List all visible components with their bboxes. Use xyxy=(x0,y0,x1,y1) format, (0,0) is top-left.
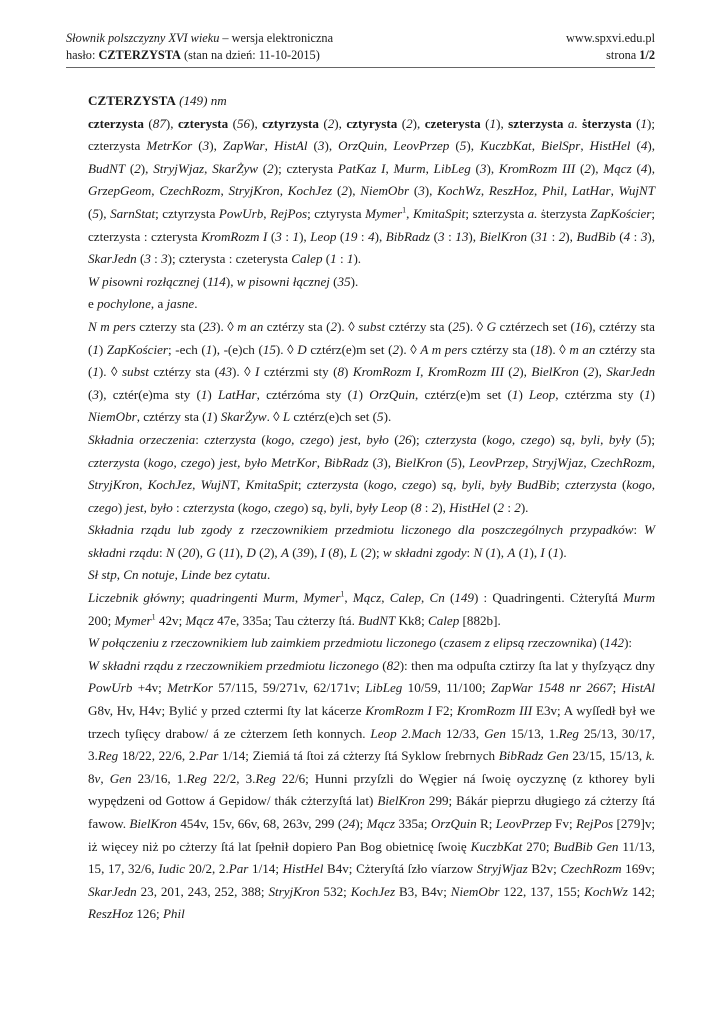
entry-count: (149) xyxy=(175,93,211,108)
page-header xyxy=(66,30,655,68)
header-left-1 xyxy=(66,30,333,47)
paragraph: W składni rządu z rzeczownikiem przedmiotu liczonego (82): then ma odpuſta cztirzy ſta lat y thyſzyącz dny PowUrb +4v; MetrKor 57/115, 59/271v, 62/171v; LibLeg 10/59, 11/100; ZapWar 1548 nr 2667; HistAl G8v, Hv, H4v; Bylić y przed cztermi ſty lat kácerze KromRozm I F2; KromRozm III E3v; A wyſſedł był we trzech tyſięcy drabow/ á ze cżterzem ſeth konnych. Leop 2.Mach 12/33, Gen 15/13, 1.Reg 25/13, 30/17, 3.Reg 18/22, 22/6, 2.Par 1/14; Ziemiá tá ſtoi zá cżterzy ſtá Syklow ſrebrnych BibRadz Gen 23/15, 15/13, k. 8v, Gen 23/16, 1.Reg 22/2, 3.Reg 22/6; Hunni przyſzli do Węgier ná ſwoię oyczyznę (z kthorey byli wypędzeni od Gottow á Gepidow/ thák cżterzyſtá lat) BielKron 299; Bákár pieprzu długiego zá cżterzy ſtá fawow. BielKron 454v, 15v, 66v, 68, 263v, 299 (24); Mącz 335a; OrzQuin R; LeovPrzep Fv; RejPos [279]v; iż więcey niż po cżterzy ſtá lat ſpełnił dopiero Pan Bog obietnicę ſwoię KuczbKat 270; BudBib Gen 11/13, 15, 17, 32/6, Iudic 20/2, 2.Par 1/14; HistHel B4v; Cżteryſtá ſzło víarzow StryjWjaz B2v; CzechRozm 169v; SkarJedn 23, 201, 243, 252, 388; StryjKron 532; KochJez B3, B4v; NiemObr 122, 137, 155; KochWz 142; ReszHoz 126; Phil xyxy=(88,657,656,922)
header-row-2 xyxy=(66,47,655,64)
paragraph: Sł stp, Cn notuje, Linde bez cytatu. xyxy=(88,567,271,583)
dictionary-title: Słownik polszczyzny XVI wieku xyxy=(66,31,220,45)
page-number: 1/2 xyxy=(639,48,655,62)
entry-name: CZTERZYSTA xyxy=(98,48,181,62)
paragraph: e pochylone, a jasne. xyxy=(88,296,198,312)
entry-pos: nm xyxy=(210,93,227,108)
paragraph: Składnia rządu lub zgody z rzeczownikiem przedmiotu liczonego dla poszczególnych przypadków: W składni rządu: N (20), G (11), D (2), A (39), I (8), L (2); w składni zgody: N (1), A (1), I (1). xyxy=(88,522,655,560)
page-label: strona xyxy=(606,48,640,62)
header-row-1 xyxy=(66,30,655,47)
paragraph: N m pers czterzy sta (23). ◊ m an cztérzy sta (2). ◊ subst cztérzy sta (25). ◊ G cztérzech set (16), cztérzy sta (1) ZapKościer; -ech (1), -(e)ch (15). ◊ D cztérz(e)m set (2). ◊ A m pers cztérzy sta (18). ◊ m an cztérzy sta (1). ◊ subst cztérzy sta (43). ◊ I cztérzmi sty (8) KromRozm I, KromRozm III (2), BielKron (2), SkarJedn (3), cztér(e)ma sty (1) LatHar, cztérzóma sty (1) OrzQuin, cztérz(e)m set (1) Leop, cztérzma sty (1) NiemObr, cztérzy sta (1) SkarŻyw. ◊ L cztérz(e)ch set (5). xyxy=(88,318,656,425)
entry-headword: CZTERZYSTA xyxy=(88,93,176,108)
entry-status: (stan na dzień: 11-10-2015) xyxy=(180,48,320,62)
entry-content xyxy=(88,90,655,926)
paragraph: Składnia orzeczenia: czterzysta (kogo, czego) jest, było (26); czterzysta (kogo, czego) są, byli, były (5); czterzysta (kogo, czego) jest, było MetrKor, BibRadz (3), BielKron (5), LeovPrzep, StryjWjaz, CzechRozm, StryjKron, KochJez, WujNT, KmitaSpit; czterzysta (kogo, czego) są, byli, były BudBib; czterzysta (kogo, czego) jest, było : czterzysta (kogo, czego) są, byli, były Leop (8 : 2), HistHel (2 : 2). xyxy=(88,431,656,515)
version-label: – wersja elektroniczna xyxy=(219,31,334,45)
page-indicator xyxy=(606,47,655,64)
paragraph: Liczebnik główny; quadringenti Murm, Mymer$^1$, Mącz, Calep, Cn (149) : Quadringenti. Cżteryſtá Murm 200; Mymer$^1$ 42v; Mącz 47e, 335a; Tau cżterzy ſtá. BudNT Kk8; Calep [882b]. xyxy=(88,589,656,628)
paragraph: W połączeniu z rzeczownikiem lub zaimkiem przedmiotu liczonego (czasem z elipsą rzeczownika) (142): xyxy=(88,635,633,651)
header-left-2 xyxy=(66,47,320,64)
site-url[interactable]: www.spxvi.edu.pl xyxy=(565,31,655,45)
paragraph: czterzysta (87), czterysta (56), cztyrzysta (2), cztyrysta (2), czeterysta (1), szterzysta a. ṡterzysta (1); czterzysta MetrKor (3), ZapWar, HistAl (3), OrzQuin, LeovPrzep (5), KuczbKat, BielSpr, HistHel (4), BudNT (2), StryjWjaz, SkarŻyw (2); czterysta PatKaz I, Murm, LibLeg (3), KromRozm III (2), Mącz (4), GrzepGeom, CzechRozm, StryjKron, KochJez (2), NiemObr (3), KochWz, ReszHoz, Phil, LatHar, WujNT (5), SarnStat; cztyrzysta PowUrb, RejPos; cztyrysta Mymer$^1$, KmitaSpit; szterzysta a. ṡterzysta ZapKościer; czterzysta : czterysta KromRozm I (3 : 1), Leop (19 : 4), BibRadz (3 : 13), BielKron (31 : 2), BudBib (4 : 3), SkarJedn (3 : 3); czterysta : czeterysta Calep (1 : 1). xyxy=(88,115,656,267)
entry-label: hasło: xyxy=(66,48,99,62)
paragraph: W pisowni rozłącznej (114), w pisowni łącznej (35). xyxy=(88,273,359,289)
entry-heading xyxy=(88,90,655,113)
